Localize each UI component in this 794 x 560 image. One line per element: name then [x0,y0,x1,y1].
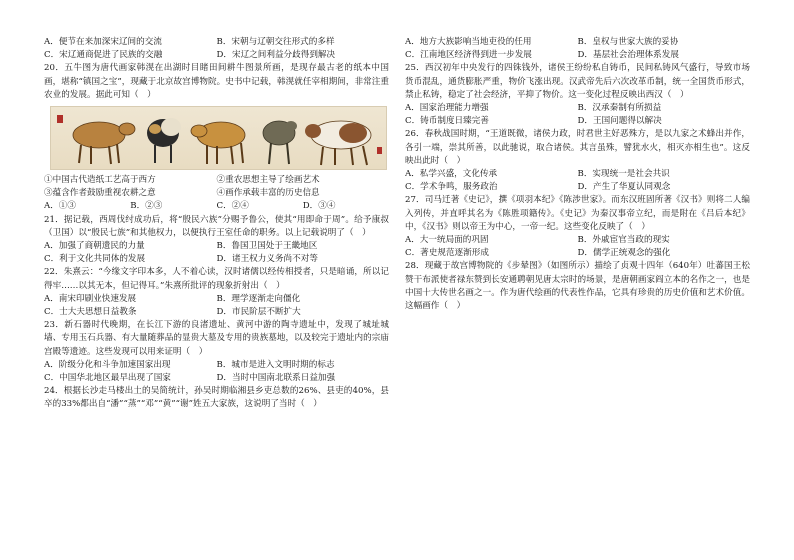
option-d[interactable]: D．产生了华夏认同观念 [577,182,671,193]
ox-5 [305,121,371,165]
option-b[interactable]: B．鲁国卫国处于王畿地区 [216,240,318,251]
option-d[interactable]: D．当时中国南北联系日益加强 [216,372,336,383]
q20-options [44,200,389,213]
option-b[interactable]: B．皇权与世家大族的妥协 [577,37,679,47]
seal-mark [377,147,382,154]
question-24-stem: 24．根据长沙走马楼出土的吴简统计，孙吴时期临湘县乡吏总数的26%、县吏的40%，县卒的33%都出自“潘”“蒸”“邓”“黄”“谢”姓五大家族，这说明了当时（ ） [44,386,389,410]
question-27-stem: 27．司马迁著《史记》，撰《项羽本纪》《陈涉世家》。而东汉班固所著《汉书》则将二人编入列传，并直呼其名为《陈胜项籍传》。《史记》为秦汉事帝立纪，而是附在《吕后本纪》中，《汉书》则以帝王为中心，一帝一纪。这些变化反映了（ ） [405,195,750,232]
question-26-stem: 26．春秋战国时期，“王道既微，诸侯力政，时君世主好恶殊方，是以九家之术蜂出并作，各引一端，崇其所善，以此驰说，取合诸侯。其言虽殊，譬犹水火，相灭亦相生也”。这反映出此时（ ） [405,129,750,166]
option-d[interactable]: D．市民阶层不断扩大 [216,306,301,317]
q24-options [405,36,750,62]
option-d[interactable]: D．③④ [302,201,336,212]
option-d[interactable]: D．诸王权力义务尚不对等 [216,254,318,265]
option-b[interactable]: B．宋朝与辽朝交往形式的多样 [216,37,335,47]
option-a[interactable]: A．南宋印刷业快速发展 [44,293,137,304]
right-column [405,36,750,313]
option-b[interactable]: B．理学逐渐走向僵化 [216,293,301,304]
question-25-stem: 25．西汉初年中央发行的四铢钱外，诸侯王纷纷私自铸币，民间私铸风气盛行，导致市场货币混乱，通货膨胀严重，物价飞涨出现。汉武帝先后六次改革币制，统一全国货币形式，禁止私铸，稳定了社会经济，平抑了物价。这一变化过程反映出西汉（ ） [405,63,750,100]
question-28-stem: 28．现藏于故宫博物院的《步辇图》（如图所示）描绘了贞观十四年（640年）吐蕃国王松赞干布派使者禄东赞到长安通聘朝见唐太宗时的场景，是唐朝画家阎立本的名作之一，也是中国十大传世名画之一。作为唐代绘画的代表性作品，它具有珍贵的历史价值和艺术价值。这幅画作（ ） [405,261,750,311]
q19-options [44,36,389,62]
q22-options [44,293,389,319]
ox-4 [263,121,297,164]
option-a[interactable]: A．①③ [44,201,76,212]
statement: ④画作承载丰富的历史信息 [216,188,320,199]
ox-2 [147,118,181,163]
option-c[interactable]: C．铸币制度日臻完善 [405,116,489,127]
question-22-stem: 22．朱熹云：“今缘文字印本多，人不着心读，汉时诸儒以经传相授者，只是暗诵，所以记得牢……以其无本，但记得耳。”朱熹所批评的现象折射出（ ） [44,267,389,291]
q27-options [405,234,750,260]
option-a[interactable]: A．国家治理能力增强 [405,102,489,113]
q25-options [405,102,750,128]
question-21-stem: 21．据记载，西周伐纣成功后，将“殷民六族”分赐予鲁公，使其“用即命于周”。给予康叔（卫国）以“殷民七族”和其他权力，以便执行王室任命的职务。以上记载说明了（ ） [44,214,389,238]
option-c[interactable]: C．宋辽通商促进了民族的交融 [44,50,163,61]
five-oxen-painting [50,106,387,170]
option-a[interactable]: A．私学兴盛，文化传承 [405,168,498,179]
left-column [44,36,389,412]
option-b[interactable]: B．城市是进入文明时期的标志 [216,359,335,370]
q26-options [405,168,750,194]
option-b[interactable]: B．外戚宦官当政的现实 [577,234,670,245]
question-20-stem: 20．五牛图为唐代画家韩滉在出湖时目睹田间耕牛图景所画，是现存最古老的纸本中国画，堪称“镇国之宝”，现藏于北京故宫博物院。史书中记载，韩滉就任宰相期间，非常注重农业的发展。据此可知（ ） [44,63,389,100]
option-b[interactable]: B．汉承秦制有所损益 [577,102,662,113]
option-b[interactable]: B．实现统一是社会共识 [577,168,670,179]
statement: ③蕴含作者鼓励重视农耕之意 [44,188,156,199]
option-a[interactable]: A．加强了商朝遗民的力量 [44,240,145,251]
ox-1 [73,122,135,164]
option-d[interactable]: D．基层社会治理体系发展 [577,50,679,61]
option-c[interactable]: C．学术争鸣，服务政治 [405,182,498,193]
option-d[interactable]: D．宋辽之间利益分歧得到解决 [216,50,336,61]
option-a[interactable]: A．大一统局面的巩固 [405,234,489,245]
option-d[interactable]: D．王国问题得以解决 [577,116,662,127]
option-b[interactable]: B．②③ [130,201,163,212]
ox-3 [191,122,245,164]
statement: ②重农思想主导了绘画艺术 [216,174,320,185]
option-c[interactable]: C．士大夫思想日益教条 [44,306,137,317]
option-c[interactable]: C．江南地区经济得到进一步发展 [405,50,532,61]
q23-options [44,359,389,385]
q21-options [44,240,389,266]
option-c[interactable]: C．中国华北地区最早出现了国家 [44,372,171,383]
option-a[interactable]: A．地方大族影响当地吏役的任用 [405,37,532,47]
option-c[interactable]: C．利于文化共同体的发展 [44,254,146,265]
option-a[interactable]: A．阶级分化和斗争加速国家出现 [44,359,171,370]
option-c[interactable]: C．著史规范逐渐形成 [405,248,489,259]
seal-mark [57,115,63,123]
five-oxen-illustration [51,107,386,169]
statement: ①中国古代造纸工艺高于西方 [44,174,156,185]
option-d[interactable]: D．儒学正统观念的强化 [577,248,671,259]
q20-statements [44,174,389,200]
option-c[interactable]: C．②④ [216,201,249,212]
option-a[interactable]: A．便节在来加深宋辽间的交流 [44,37,162,47]
question-23-stem: 23．新石器时代晚期，在长江下游的良渚遗址、黄河中游的陶寺遗址中，发现了城址城墙、专用玉石兵器、有大量随葬品的显贵大墓及专用的贵族墓地，以及较完于遗址内的宗庙宫殿等遗迹。这些发现可以用来证明（ ） [44,320,389,357]
